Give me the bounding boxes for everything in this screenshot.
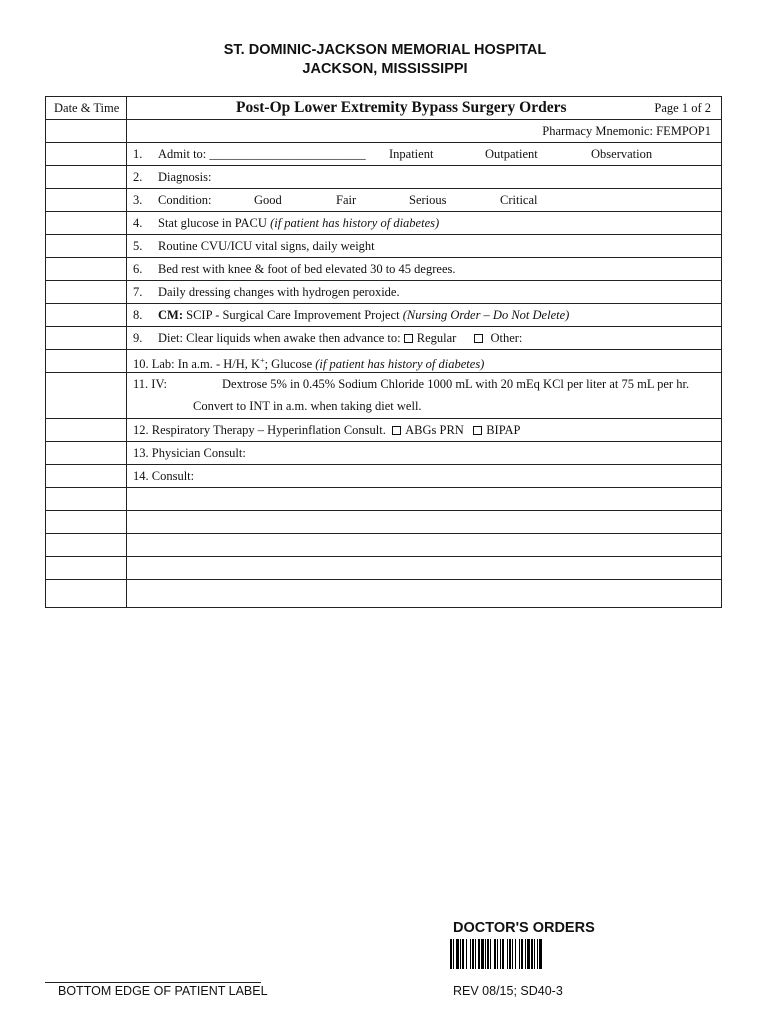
admit-to-text: Admit to: _________________________ xyxy=(158,147,366,161)
barcode-bar xyxy=(527,939,530,969)
iv-detail: Dextrose 5% in 0.45% Sodium Chloride 1000 mL with 20 mEq KCl per liter at 75 mL per hr. xyxy=(222,377,690,391)
glucose-text: ; Glucose xyxy=(264,357,316,372)
hospital-name: ST. DOMINIC-JACKSON MEMORIAL HOSPITAL xyxy=(223,42,547,58)
order-number: 6. xyxy=(133,262,143,276)
barcode-bar xyxy=(485,939,486,969)
nursing-order-note: (Nursing Order – Do Not Delete) xyxy=(402,308,570,322)
barcode-bar xyxy=(494,939,496,969)
diet-other-label: Other: xyxy=(490,331,523,345)
barcode-bar xyxy=(490,939,491,969)
form-title: Post-Op Lower Extremity Bypass Surgery Orders xyxy=(236,99,567,116)
condition-good[interactable]: Good xyxy=(254,193,282,207)
barcode-bar xyxy=(481,939,484,969)
barcode-bar xyxy=(539,939,542,969)
barcode-bar xyxy=(462,939,464,969)
barcode-bar xyxy=(537,939,538,969)
order-row-14[interactable] xyxy=(46,465,721,488)
admit-observation[interactable]: Observation xyxy=(591,147,653,161)
order-row-5[interactable] xyxy=(46,235,721,258)
barcode-bar xyxy=(502,939,504,969)
barcode-bar xyxy=(500,939,501,969)
lab-text: 10. Lab: In a.m. - H/H, K xyxy=(133,357,261,372)
order-row-8[interactable] xyxy=(46,304,721,327)
barcode-bar xyxy=(521,939,523,969)
bipap-checkbox[interactable] xyxy=(473,426,482,435)
regular-checkbox[interactable] xyxy=(404,334,413,343)
page-number: Page 1 of 2 xyxy=(654,101,711,115)
doctors-orders-title: DOCTOR'S ORDERS xyxy=(453,920,595,936)
order-number: 5. xyxy=(133,239,143,253)
condition-text: Condition: xyxy=(158,193,212,207)
barcode xyxy=(450,939,626,969)
order-number: 8. xyxy=(133,308,143,322)
barcode-bar xyxy=(507,939,508,969)
diabetes-note: (if patient has history of diabetes) xyxy=(315,357,485,372)
condition-serious[interactable]: Serious xyxy=(409,193,447,207)
order-row-4[interactable] xyxy=(46,212,721,235)
abgs-prn-checkbox[interactable] xyxy=(392,426,401,435)
physician-consult-text: 13. Physician Consult: xyxy=(133,446,246,460)
blank-row[interactable] xyxy=(46,557,721,580)
blank-row[interactable] xyxy=(46,534,721,557)
barcode-bar xyxy=(450,939,452,969)
barcode-bar xyxy=(512,939,513,969)
order-number: 2. xyxy=(133,170,143,184)
order-text xyxy=(158,327,522,349)
potassium-sup: + xyxy=(260,356,265,365)
order-row-7[interactable] xyxy=(46,281,721,304)
vital-signs-text: Routine CVU/ICU vital signs, daily weight xyxy=(158,239,375,253)
barcode-bar xyxy=(534,939,535,969)
order-text xyxy=(133,419,520,441)
form-title-row xyxy=(46,97,721,120)
order-row-1[interactable] xyxy=(46,143,721,166)
barcode-bar xyxy=(475,939,476,969)
order-number: 3. xyxy=(133,193,143,207)
barcode-bar xyxy=(515,939,516,969)
barcode-bar xyxy=(509,939,511,969)
order-text xyxy=(158,304,569,326)
order-row-9[interactable] xyxy=(46,327,721,350)
blank-row[interactable] xyxy=(46,488,721,511)
barcode-bar xyxy=(487,939,489,969)
order-number: 4. xyxy=(133,216,143,230)
condition-critical[interactable]: Critical xyxy=(500,193,538,207)
barcode-bar xyxy=(531,939,533,969)
diagnosis-text: Diagnosis: xyxy=(158,170,212,184)
dressing-text: Daily dressing changes with hydrogen peroxide. xyxy=(158,285,400,299)
scip-text: SCIP - Surgical Care Improvement Project xyxy=(183,308,403,322)
barcode-bar xyxy=(453,939,454,969)
order-number: 1. xyxy=(133,147,143,161)
iv-label: 11. IV: xyxy=(133,377,168,391)
condition-fair[interactable]: Fair xyxy=(336,193,357,207)
barcode-bar xyxy=(478,939,480,969)
blank-row[interactable] xyxy=(46,580,721,602)
bed-rest-text: Bed rest with knee & foot of bed elevated 30 to 45 degrees. xyxy=(158,262,456,276)
admit-inpatient[interactable]: Inpatient xyxy=(389,147,434,161)
barcode-bar xyxy=(497,939,498,969)
stat-glucose-text: Stat glucose in PACU xyxy=(158,216,271,230)
mnemonic-row xyxy=(46,120,721,143)
barcode-bar xyxy=(456,939,459,969)
admit-outpatient[interactable]: Outpatient xyxy=(485,147,538,161)
order-number: 7. xyxy=(133,285,143,299)
barcode-bar xyxy=(470,939,471,969)
cm-label: CM: xyxy=(158,308,183,322)
patient-label-text: BOTTOM EDGE OF PATIENT LABEL xyxy=(58,984,268,998)
barcode-bar xyxy=(466,939,467,969)
bipap-label: BIPAP xyxy=(486,423,521,437)
barcode-bar xyxy=(460,939,461,969)
pharmacy-mnemonic: Pharmacy Mnemonic: FEMPOP1 xyxy=(542,124,711,138)
order-row-6[interactable] xyxy=(46,258,721,281)
order-row-2[interactable] xyxy=(46,166,721,189)
respiratory-text: 12. Respiratory Therapy – Hyperinflation Consult. xyxy=(133,423,386,437)
blank-row[interactable] xyxy=(46,511,721,534)
other-checkbox[interactable] xyxy=(474,334,483,343)
barcode-bar xyxy=(525,939,526,969)
order-row-12[interactable] xyxy=(46,419,721,442)
diet-regular-label: Regular xyxy=(416,331,457,345)
date-time-header: Date & Time xyxy=(54,101,120,115)
orders-form xyxy=(45,96,722,608)
patient-label-line xyxy=(45,982,261,983)
order-text xyxy=(133,350,484,375)
abgs-prn-label: ABGs PRN xyxy=(405,423,464,437)
order-row-11[interactable] xyxy=(46,373,721,419)
order-row-10[interactable] xyxy=(46,350,721,373)
diet-text: Diet: Clear liquids when awake then advance to: xyxy=(158,331,404,345)
order-text xyxy=(158,212,439,234)
barcode-bar xyxy=(472,939,474,969)
order-row-3[interactable] xyxy=(46,189,721,212)
consult-text: 14. Consult: xyxy=(133,469,195,483)
revision-text: REV 08/15; SD40-3 xyxy=(453,984,563,998)
barcode-bar xyxy=(519,939,520,969)
iv-convert-text: Convert to INT in a.m. when taking diet well. xyxy=(193,399,422,413)
diabetes-note: (if patient has history of diabetes) xyxy=(270,216,440,230)
order-number: 9. xyxy=(133,331,143,345)
hospital-city: JACKSON, MISSISSIPPI xyxy=(302,61,468,77)
order-row-13[interactable] xyxy=(46,442,721,465)
